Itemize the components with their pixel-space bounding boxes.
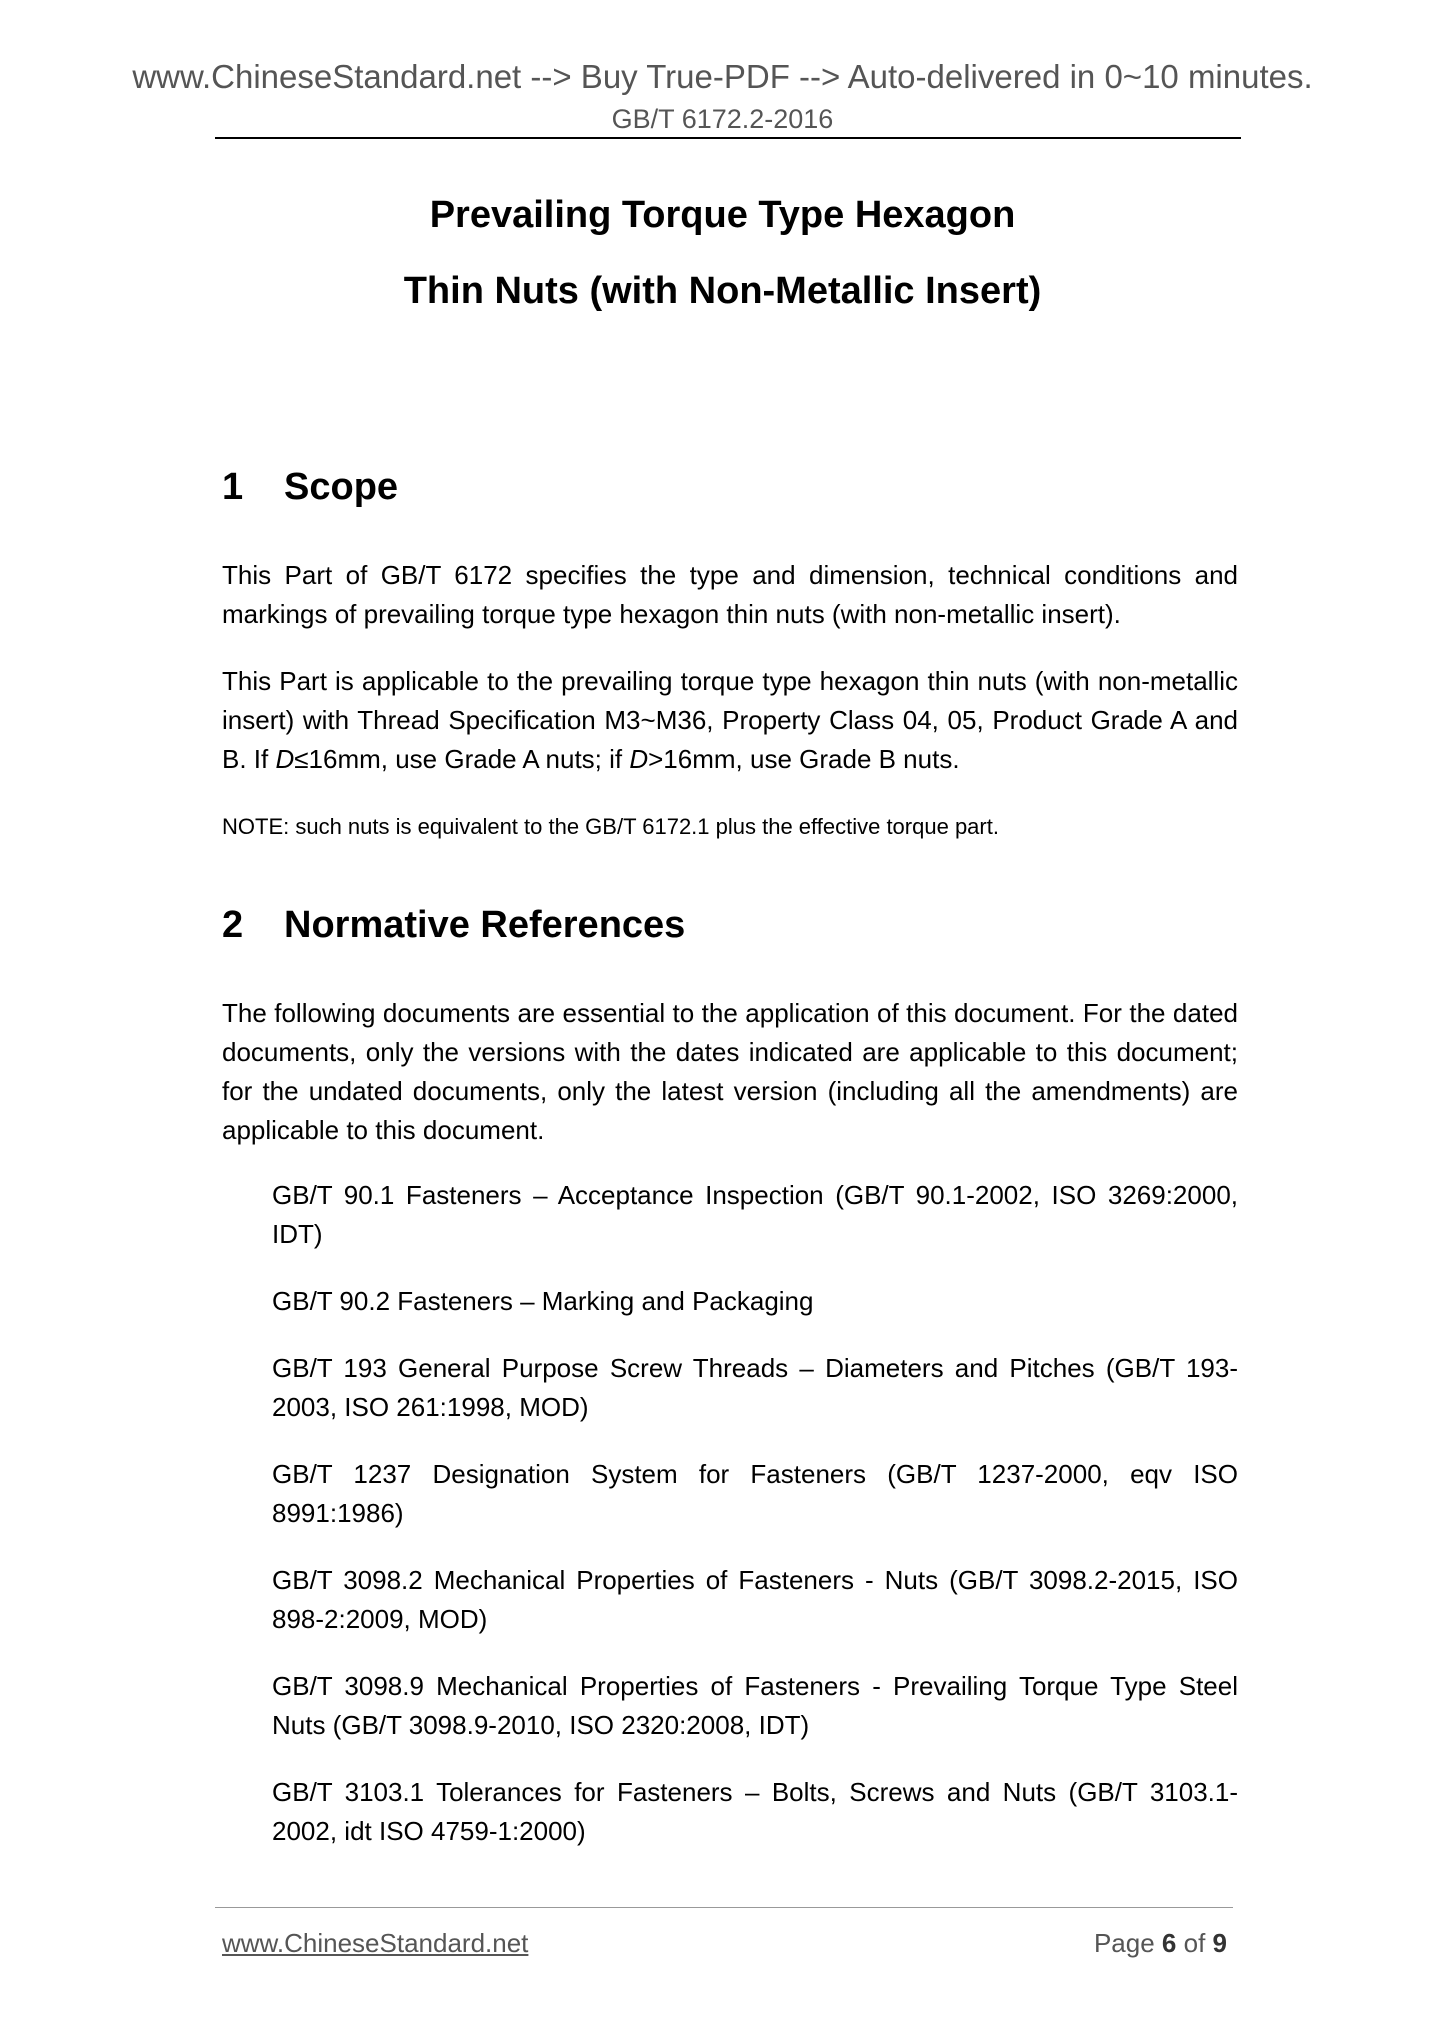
document-title-line-1: Prevailing Torque Type Hexagon xyxy=(429,194,1016,236)
page-label: Page xyxy=(1093,1928,1162,1958)
reference-item: GB/T 90.2 Fasteners – Marking and Packaging xyxy=(272,1286,814,1316)
section-1-title: Scope xyxy=(284,466,399,508)
variable-d: D xyxy=(275,744,295,774)
scope-note: NOTE: such nuts is equivalent to the GB/T 6172.1 plus the effective torque part. xyxy=(222,814,999,839)
reference-item: GB/T 193 General Purpose Screw Threads – Diameters and Pitches (GB/T 193-2003, ISO 261:1998, MOD) xyxy=(272,1353,1238,1422)
references-intro: The following documents are essential to the application of this document. For the dated documents, only the versions with the dates indicated are applicable to this document; for the undated documents, only the latest version (including all the amendments) are applicable to this document. xyxy=(222,998,1238,1145)
reference-item: GB/T 3098.2 Mechanical Properties of Fasteners - Nuts (GB/T 3098.2-2015, ISO 898-2:2009, MOD) xyxy=(272,1565,1238,1634)
page-of-label: of xyxy=(1176,1928,1213,1958)
scope-paragraph-2 xyxy=(222,662,1238,779)
section-2-heading xyxy=(222,904,685,947)
reference-item: GB/T 90.1 Fasteners – Acceptance Inspection (GB/T 90.1-2002, ISO 3269:2000, IDT) xyxy=(272,1180,1238,1249)
total-pages: 9 xyxy=(1212,1928,1227,1958)
variable-d: D xyxy=(629,744,649,774)
scope-text-b: ≤16mm, use Grade A nuts; if xyxy=(294,744,630,774)
header-banner: www.ChineseStandard.net --> Buy True-PDF --> Auto-delivered in 0~10 minutes. xyxy=(132,58,1313,95)
standard-code: GB/T 6172.2-2016 xyxy=(611,104,834,134)
section-2-title: Normative References xyxy=(284,904,686,946)
footer-divider xyxy=(215,1907,1233,1908)
document-title-line-2: Thin Nuts (with Non-Metallic Insert) xyxy=(403,270,1042,312)
reference-item: GB/T 3098.9 Mechanical Properties of Fasteners - Prevailing Torque Type Steel Nuts (GB/T 3098.9-2010, ISO 2320:2008, IDT) xyxy=(272,1671,1238,1740)
scope-paragraph-1: This Part of GB/T 6172 specifies the type and dimension, technical conditions and markings of prevailing torque type hexagon thin nuts (with non-metallic insert). xyxy=(222,560,1238,629)
page-number xyxy=(1094,1928,1227,1959)
header-divider xyxy=(215,137,1241,139)
reference-item: GB/T 1237 Designation System for Fasteners (GB/T 1237-2000, eqv ISO 8991:1986) xyxy=(272,1459,1238,1528)
reference-item: GB/T 3103.1 Tolerances for Fasteners – Bolts, Screws and Nuts (GB/T 3103.1-2002, idt ISO 4759-1:2000) xyxy=(272,1777,1238,1846)
section-1-number: 1 xyxy=(222,466,244,508)
scope-text-c: >16mm, use Grade B nuts. xyxy=(648,744,960,774)
scope-text-a: This Part is applicable to the prevailing torque type hexagon thin nuts (with non-metallic insert) with Thread Specification M3~M36, Property Class 04, 05, Product Grade A and B. If xyxy=(222,666,1238,774)
section-1-heading xyxy=(222,466,398,509)
footer-website-link[interactable]: www.ChineseStandard.net xyxy=(222,1928,529,1958)
current-page: 6 xyxy=(1161,1928,1177,1958)
section-2-number: 2 xyxy=(222,904,244,946)
